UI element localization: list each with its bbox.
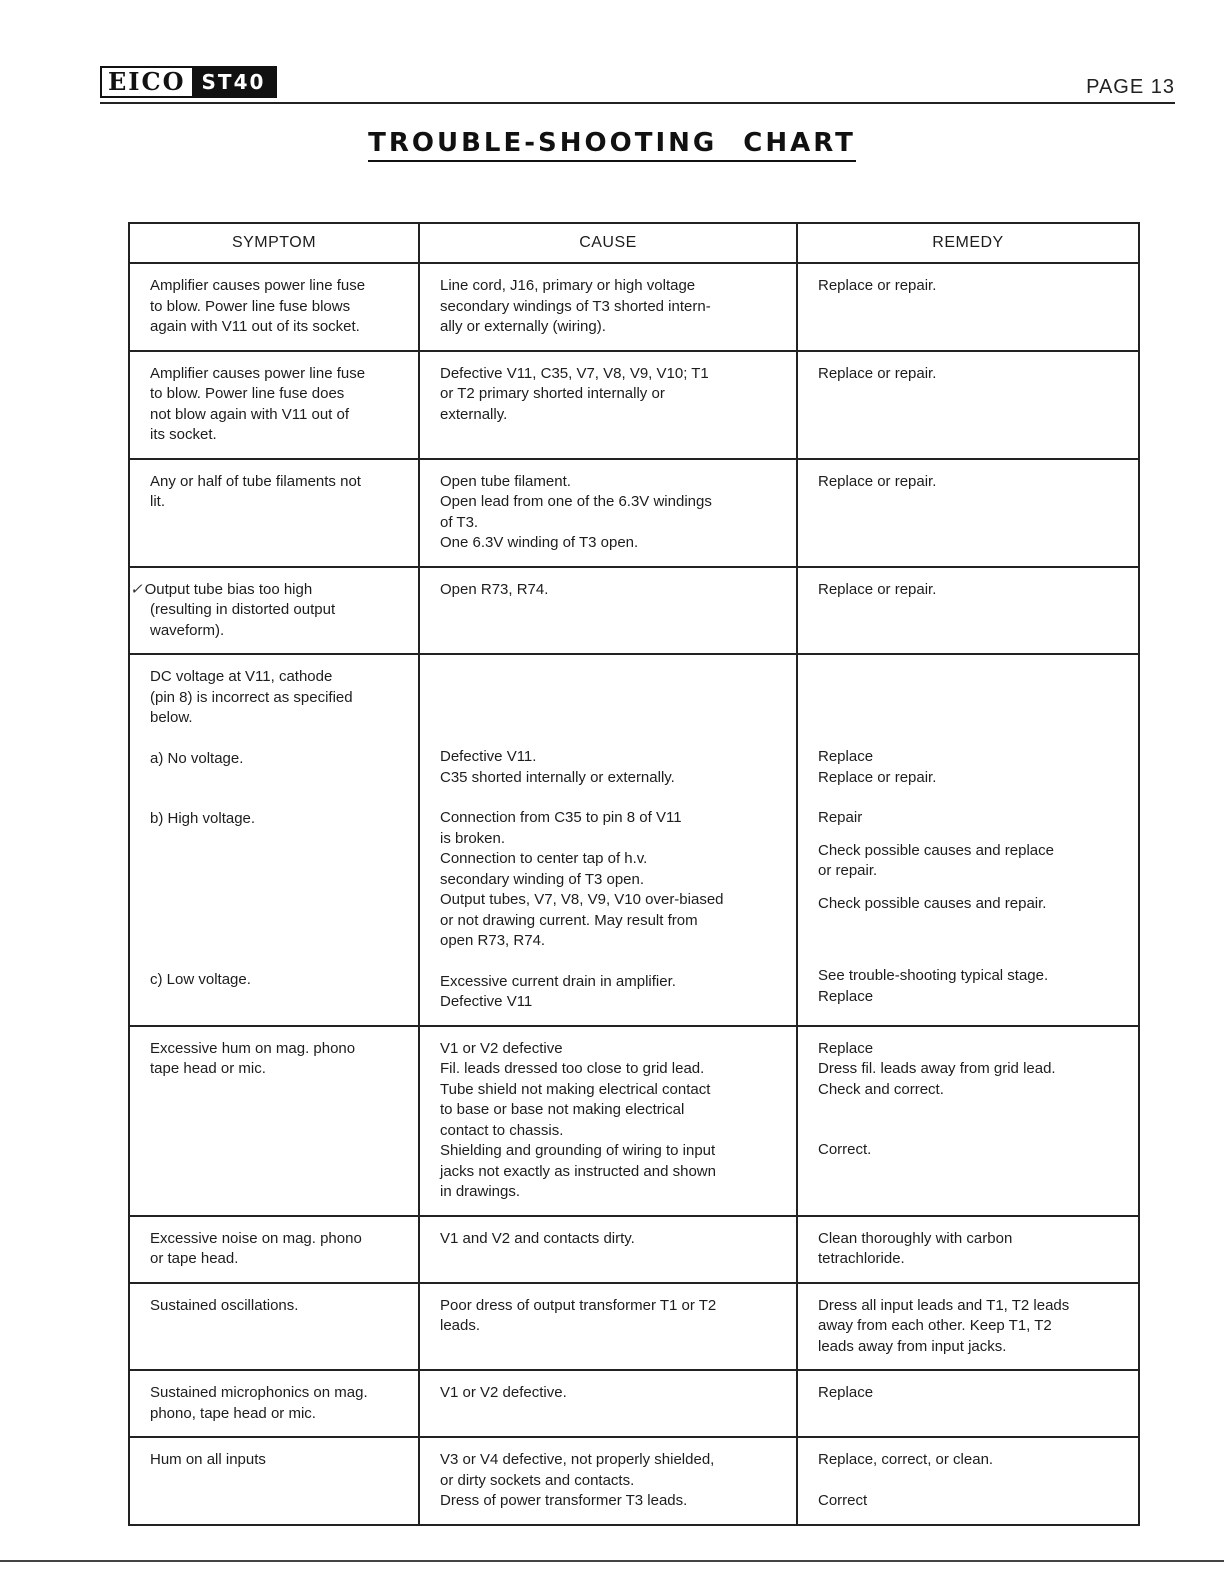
cause-line: V1 or V2 defective — [440, 1039, 563, 1057]
symptom-line: Sustained microphonics on mag. — [150, 1384, 368, 1401]
symptom-line: (resulting in distorted output — [150, 601, 336, 618]
remedy-line: Check possible causes and repair. — [818, 894, 1047, 912]
table-row — [129, 1370, 1139, 1437]
symptom-cell — [129, 351, 419, 459]
symptom-cell — [129, 459, 419, 567]
remedy-line: Replace — [818, 987, 874, 1005]
remedy-cell — [797, 263, 1139, 351]
remedy-line: Replace or repair. — [818, 472, 937, 490]
remedy-line: tetrachloride. — [818, 1250, 905, 1267]
symptom-sub-c: c) Low voltage. — [150, 970, 251, 988]
symptom-line: or tape head. — [150, 1250, 239, 1267]
table-row — [129, 1437, 1139, 1525]
remedy-line: Replace or repair. — [818, 580, 937, 598]
table-row — [129, 567, 1139, 655]
cause-cell — [419, 1216, 797, 1283]
cause-line: Connection from C35 to pin 8 of V11 — [440, 809, 682, 826]
page-header — [100, 66, 1175, 106]
remedy-line: away from each other. Keep T1, T2 — [818, 1317, 1052, 1334]
cause-line: is broken. — [440, 829, 506, 847]
remedy-cell — [797, 567, 1139, 655]
cause-line: of T3. — [440, 513, 479, 531]
cause-line: V3 or V4 defective, not properly shielded, — [440, 1451, 715, 1468]
logo-brand: EICO — [102, 68, 192, 96]
remedy-line: Replace or repair. — [818, 768, 937, 786]
symptom-line: Sustained oscillations. — [150, 1296, 299, 1314]
cause-line: to base or base not making electrical — [440, 1101, 685, 1118]
cause-line: Output tubes, V7, V8, V9, V10 over-biased — [440, 891, 724, 908]
remedy-line: Correct. — [818, 1141, 872, 1158]
symptom-line: lit. — [150, 493, 165, 510]
table-header-row — [129, 223, 1139, 263]
trouble-shooting-table — [128, 222, 1140, 1526]
symptom-cell — [129, 1437, 419, 1525]
remedy-line: Check possible causes and replace — [818, 841, 1054, 859]
cause-cell — [419, 351, 797, 459]
symptom-cell — [129, 1026, 419, 1216]
column-header-symptom: SYMPTOM — [129, 223, 419, 263]
remedy-cell — [797, 1216, 1139, 1283]
cause-line: Defective V11 — [440, 993, 533, 1010]
symptom-line: its socket. — [150, 426, 217, 443]
cause-line: Connection to center tap of h.v. — [440, 850, 648, 867]
logo-model: ST40 — [192, 68, 276, 96]
cause-line: V1 or V2 defective. — [440, 1384, 567, 1401]
symptom-text: Output tube bias too high — [144, 580, 313, 598]
remedy-line: Correct — [818, 1491, 868, 1509]
remedy-line: Repair — [818, 809, 863, 826]
table-row — [129, 1026, 1139, 1216]
remedy-line: Check and correct. — [818, 1080, 944, 1098]
remedy-line: Clean thoroughly with carbon — [818, 1229, 1013, 1247]
cause-line: C35 shorted internally or externally. — [440, 768, 675, 786]
cause-cell — [419, 263, 797, 351]
remedy-line: Replace, correct, or clean. — [818, 1451, 994, 1468]
symptom-line: Amplifier causes power line fuse — [150, 277, 366, 294]
cause-line: Poor dress of output transformer T1 or T2 — [440, 1296, 717, 1314]
cause-line: or dirty sockets and contacts. — [440, 1471, 635, 1489]
remedy-cell — [797, 654, 1139, 1026]
column-header-remedy: REMEDY — [797, 223, 1139, 263]
symptom-line: waveform). — [150, 621, 225, 639]
symptom-line: Excessive hum on mag. phono — [150, 1039, 356, 1057]
symptom-line: to blow. Power line fuse does — [150, 385, 345, 402]
cause-line: secondary windings of T3 shorted intern- — [440, 297, 711, 315]
symptom-sub-b: b) High voltage. — [150, 810, 256, 827]
remedy-line: See trouble-shooting typical stage. — [818, 967, 1049, 984]
cause-line: Excessive current drain in amplifier. — [440, 972, 676, 990]
remedy-line: Dress fil. leads away from grid lead. — [818, 1060, 1056, 1077]
cause-line: in drawings. — [440, 1183, 521, 1200]
cause-line: leads. — [440, 1317, 481, 1334]
table-row — [129, 351, 1139, 459]
symptom-cell — [129, 1216, 419, 1283]
cause-line: or not drawing current. May result from — [440, 911, 698, 929]
symptom-line: phono, tape head or mic. — [150, 1404, 316, 1422]
remedy-line: Replace — [818, 1039, 874, 1057]
title-text: TROUBLE-SHOOTING CHART — [368, 128, 856, 162]
cause-line: Open tube filament. — [440, 472, 571, 490]
cause-cell — [419, 1370, 797, 1437]
page-number: PAGE 13 — [1086, 76, 1175, 98]
table-row — [129, 1216, 1139, 1283]
cause-cell — [419, 1026, 797, 1216]
cause-cell — [419, 1437, 797, 1525]
remedy-line: Replace — [818, 748, 874, 765]
symptom-line: again with V11 out of its socket. — [150, 318, 360, 335]
cause-line: Defective V11. — [440, 748, 537, 765]
symptom-cell — [129, 654, 419, 1026]
table-row — [129, 263, 1139, 351]
cause-line: externally. — [440, 405, 508, 423]
cause-line: jacks not exactly as instructed and shown — [440, 1162, 716, 1180]
table-row — [129, 654, 1139, 1026]
cause-line: contact to chassis. — [440, 1121, 564, 1139]
symptom-line: not blow again with V11 out of — [150, 405, 350, 423]
table-row — [129, 459, 1139, 567]
remedy-line: leads away from input jacks. — [818, 1337, 1007, 1355]
eico-logo — [100, 66, 277, 98]
remedy-cell — [797, 1437, 1139, 1525]
cause-cell — [419, 654, 797, 1026]
remedy-cell — [797, 1370, 1139, 1437]
cause-line: Shielding and grounding of wiring to input — [440, 1142, 716, 1159]
cause-line: Open lead from one of the 6.3V windings — [440, 493, 712, 510]
remedy-line: Replace — [818, 1384, 874, 1401]
remedy-cell — [797, 1026, 1139, 1216]
symptom-line: (pin 8) is incorrect as specified — [150, 688, 353, 706]
cause-cell — [419, 459, 797, 567]
cause-line: Open R73, R74. — [440, 580, 549, 598]
pen-check-mark-icon: ✓ — [130, 580, 143, 598]
symptom-line: Excessive noise on mag. phono — [150, 1229, 362, 1247]
symptom-cell — [129, 1283, 419, 1371]
cause-line: Defective V11, C35, V7, V8, V9, V10; T1 — [440, 364, 709, 382]
cause-line: ally or externally (wiring). — [440, 318, 606, 335]
symptom-line: tape head or mic. — [150, 1060, 266, 1077]
remedy-line: Replace or repair. — [818, 364, 937, 382]
cause-line: open R73, R74. — [440, 932, 546, 949]
cause-line: One 6.3V winding of T3 open. — [440, 534, 639, 551]
symptom-cell — [129, 1370, 419, 1437]
header-rule — [100, 102, 1175, 104]
symptom-line: Hum on all inputs — [150, 1451, 266, 1468]
cause-cell — [419, 567, 797, 655]
symptom-cell — [129, 263, 419, 351]
remedy-cell — [797, 459, 1139, 567]
cause-line: secondary winding of T3 open. — [440, 870, 645, 888]
symptom-line: below. — [150, 709, 193, 726]
remedy-cell — [797, 351, 1139, 459]
table-row — [129, 1283, 1139, 1371]
cause-line: Tube shield not making electrical contact — [440, 1080, 711, 1098]
cause-line: Fil. leads dressed too close to grid lead. — [440, 1060, 705, 1077]
cause-line: Line cord, J16, primary or high voltage — [440, 277, 696, 294]
cause-line: or T2 primary shorted internally or — [440, 385, 665, 402]
symptom-line — [130, 580, 404, 601]
cause-line: Dress of power transformer T3 leads. — [440, 1492, 688, 1509]
symptom-cell — [129, 567, 419, 655]
symptom-line: Any or half of tube filaments not — [150, 472, 361, 490]
cause-cell — [419, 1283, 797, 1371]
column-header-cause: CAUSE — [419, 223, 797, 263]
remedy-line: or repair. — [818, 862, 878, 879]
symptom-line: DC voltage at V11, cathode — [150, 668, 333, 685]
symptom-sub-a: a) No voltage. — [150, 749, 244, 767]
footer-rule — [0, 1560, 1224, 1562]
remedy-line: Replace or repair. — [818, 277, 937, 294]
symptom-line: Amplifier causes power line fuse — [150, 364, 366, 382]
cause-line: V1 and V2 and contacts dirty. — [440, 1229, 635, 1247]
remedy-line: Dress all input leads and T1, T2 leads — [818, 1296, 1070, 1314]
symptom-line: to blow. Power line fuse blows — [150, 297, 351, 315]
remedy-cell — [797, 1283, 1139, 1371]
page-title — [0, 128, 1224, 162]
